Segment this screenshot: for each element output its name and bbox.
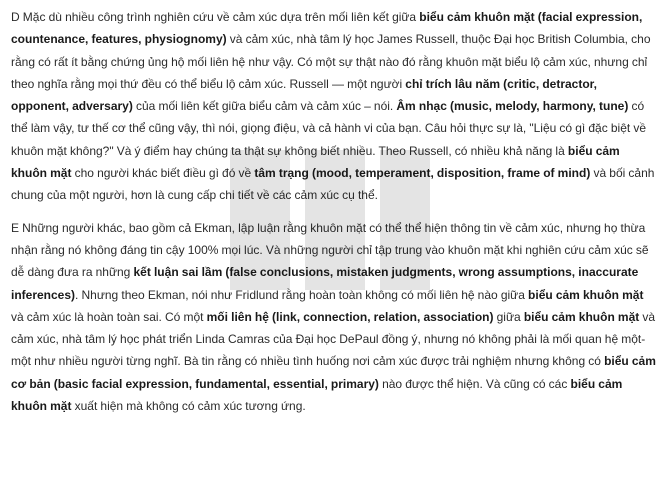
bold-term: biểu cảm khuôn mặt [528, 287, 644, 302]
bold-term: biểu cảm cơ bản (basic facial expression, fundamental, essential, primary) [11, 354, 656, 391]
bold-term: biểu cảm khuôn mặt [11, 376, 623, 414]
text-run: có thể làm vậy, tư thế cơ thể cũng vậy, thì nói, giọng điệu, và cả hành vi của bạn. Câu hỏi thực sự là, "Liệu có gì đặc biệt về khuôn mặt không?" Và ý điểm hay chúng ta thật sự không biết nhiều. Theo Russell, có nhiều khả năng là [11, 99, 647, 158]
paragraph-e [11, 217, 656, 418]
text-run: nào được thể hiện. Và cũng có các [378, 376, 571, 391]
bold-term: biểu cảm khuôn mặt [523, 309, 640, 324]
text-run: giữa [493, 309, 524, 324]
text-run: D Mặc dù nhiều công trình nghiên cứu về cảm xúc dựa trên mối liên kết giữa [11, 10, 420, 24]
text-run: E Những người khác, bao gồm cả Ekman, lập luận rằng khuôn mặt có thể thể hiện thông tin về cảm xúc, nhưng họ thừa nhận rằng nó không đáng tin cậy 100% mọi lúc. Và những người chỉ tập trung vào khuôn mặt khi nghiên cứu cảm xúc sẽ dễ dàng đưa ra những [11, 220, 649, 280]
bold-term: biểu cảm khuôn mặt (facial expression, countenance, features, physiognomy) [11, 10, 643, 47]
bold-term: Âm nhạc (music, melody, harmony, tune) [396, 99, 629, 114]
bold-term: tâm trạng (mood, temperament, disposition, frame of mind) [254, 166, 591, 181]
paragraph-d [11, 6, 656, 207]
text-run: và cảm xúc, nhà tâm lý học phát triển Linda Camras của Đại học DePaul đồng ý, nhưng nó không phải là mối quan hệ một-một như nhiều người từng nghĩ. Bà tin rằng có nhiều tình huống nơi cảm xúc được trải nghiệm nhưng không có [11, 309, 656, 369]
text-run: và cảm xúc là hoàn toàn sai. Có một [11, 309, 207, 324]
bold-term: biểu cảm khuôn mặt [11, 143, 620, 181]
text-run: . Nhưng theo Ekman, nói như Fridlund rằng hoàn toàn không có mối liên hệ nào giữa [75, 287, 529, 302]
text-run: xuất hiện mà không có cảm xúc tương ứng. [71, 399, 306, 414]
text-run: của mối liên kết giữa biểu cảm và cảm xúc – nói. [132, 99, 397, 114]
text-run: cho người khác biết điều gì đó về [71, 166, 255, 181]
bold-term: mối liên hệ (link, connection, relation, association) [206, 309, 494, 324]
bold-term: kết luận sai lầm (false conclusions, mistaken judgments, wrong assumptions, inaccurate inferences) [11, 265, 639, 302]
text-run: và bối cảnh chung của một người, hơn là cung cấp chi tiết về các cảm xúc cụ thể. [11, 166, 655, 203]
text-run: và cảm xúc, nhà tâm lý học James Russell, thuộc Đại học British Columbia, cho rằng có rất ít bằng chứng ủng hộ mối liên hệ như vậy. Có một sự thật nào đó rằng khuôn mặt biểu lộ cảm xúc, nhưng chỉ theo nghĩa rằng mọi thứ đều có thể biểu lộ cảm xúc. Russell — một người [11, 32, 651, 91]
bold-term: chỉ trích lâu năm (critic, detractor, opponent, adversary) [11, 76, 598, 114]
